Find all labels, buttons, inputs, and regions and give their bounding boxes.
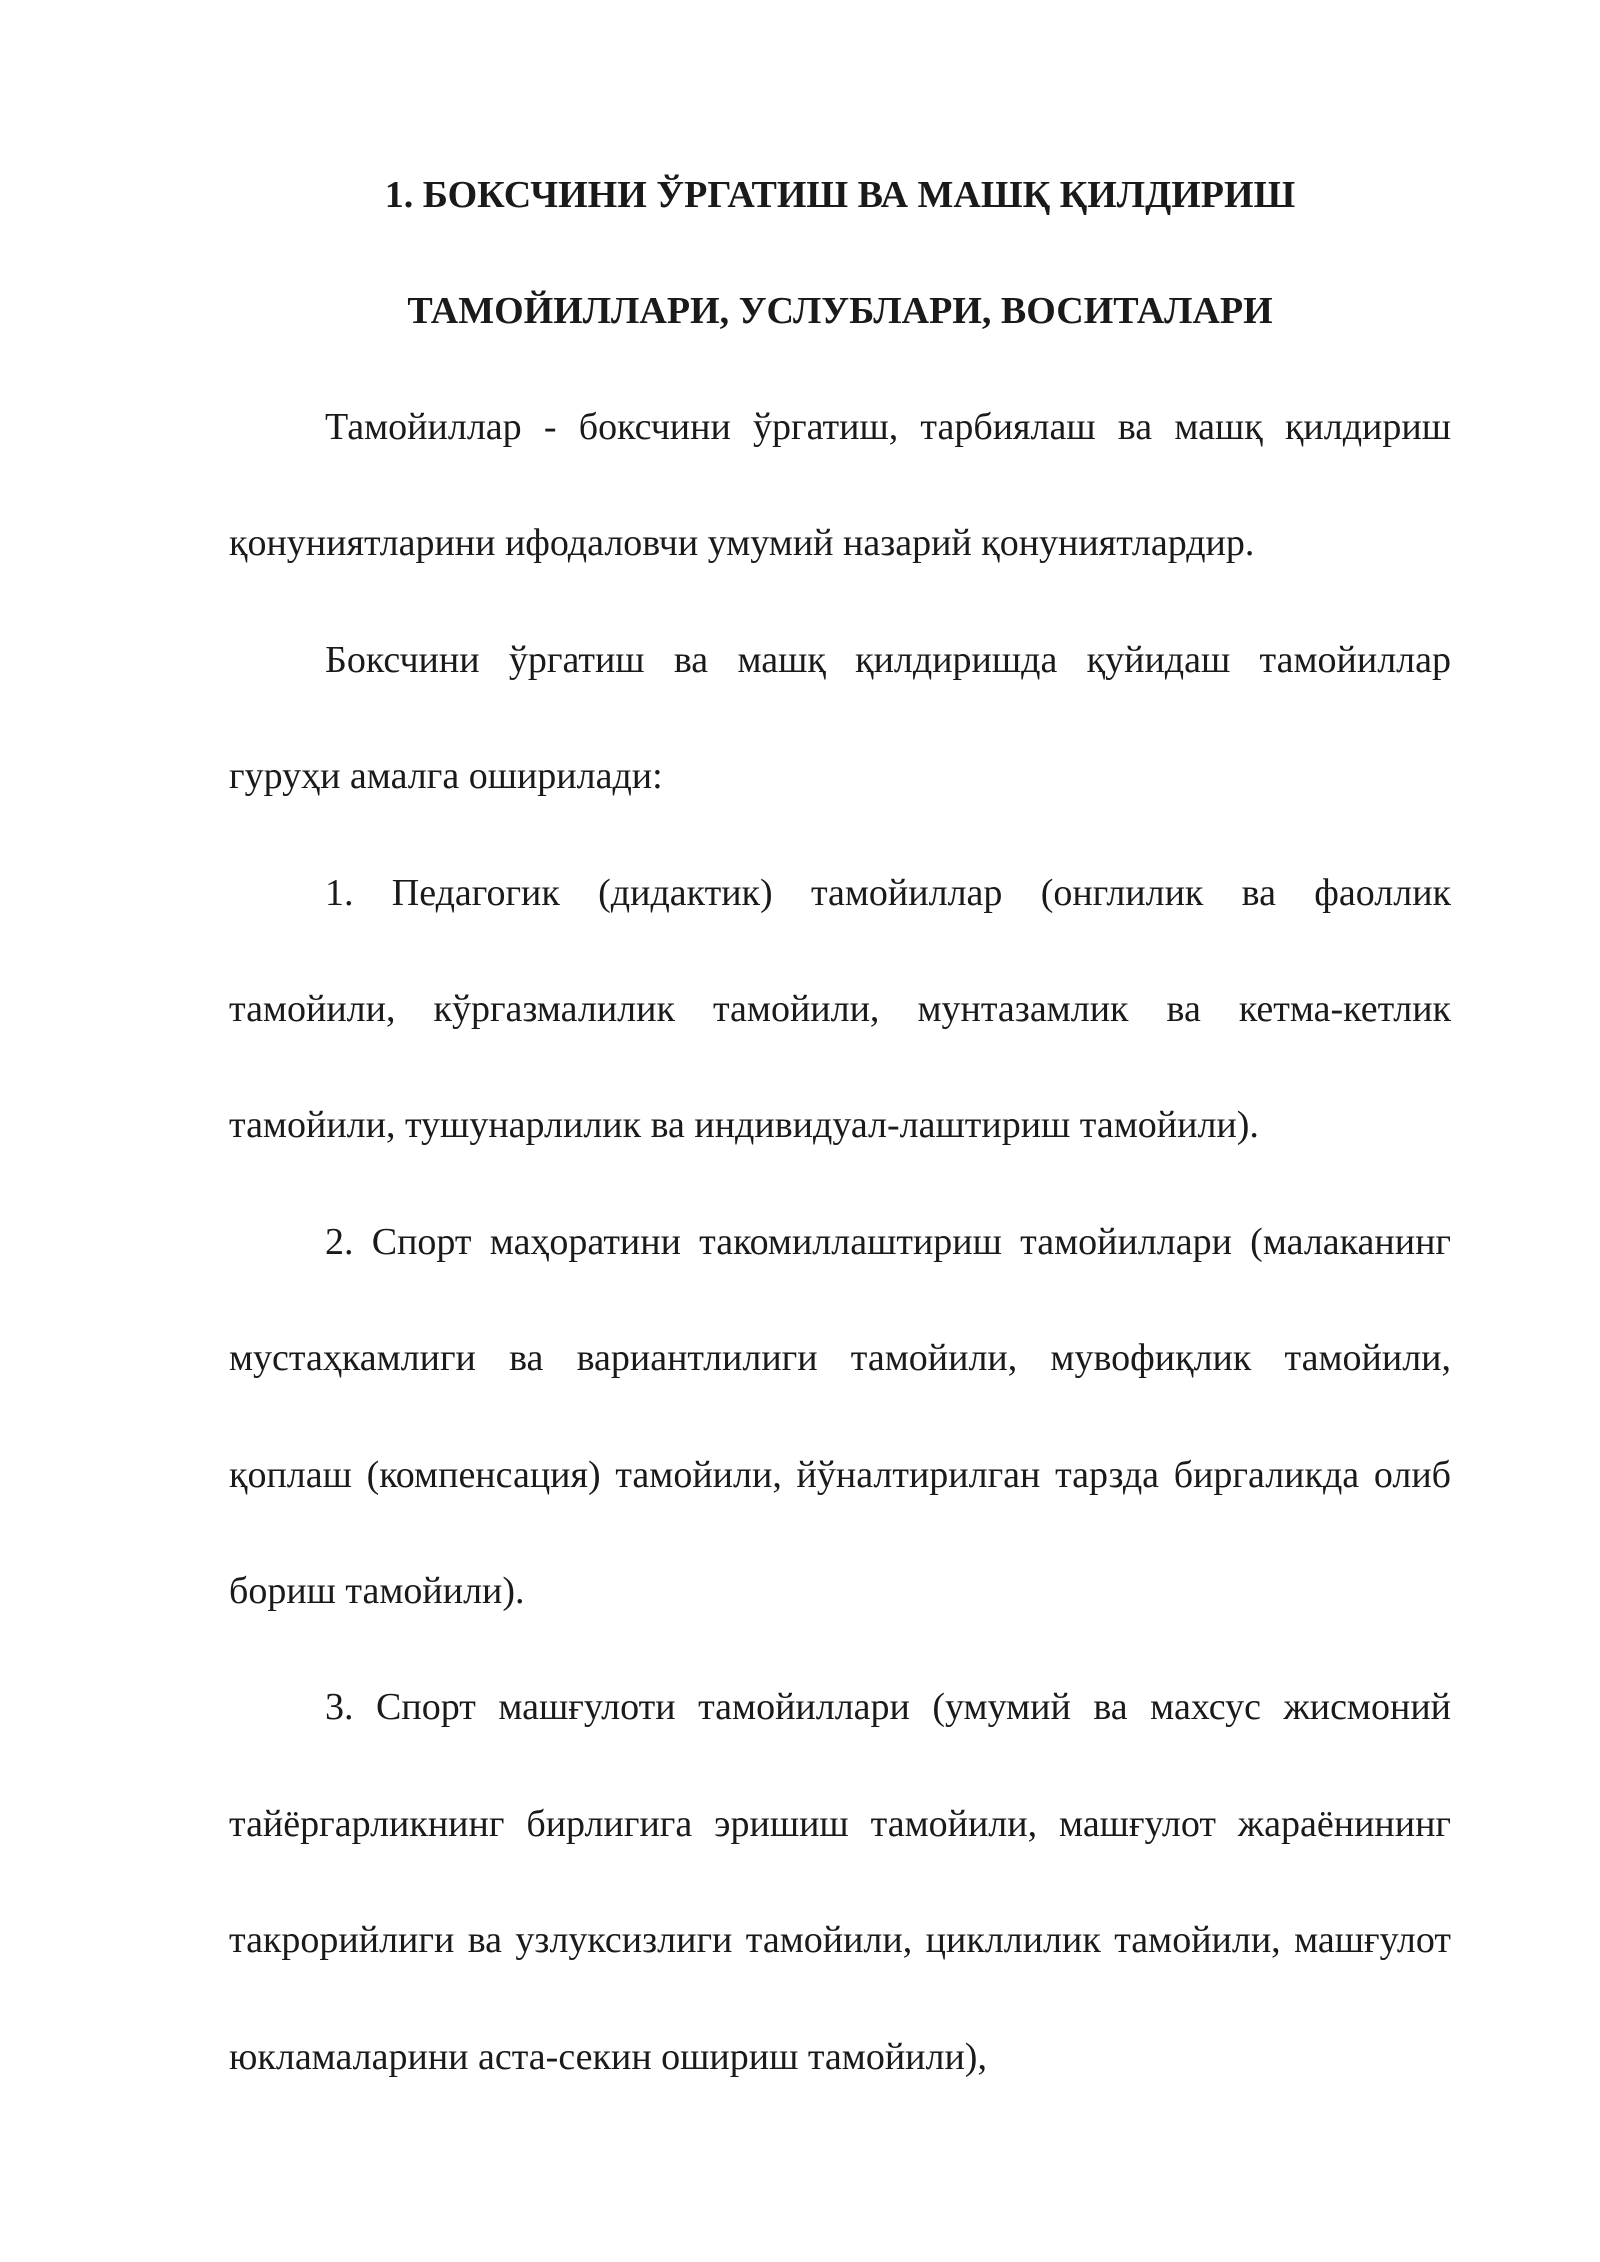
paragraph-definition: Тамойиллар - боксчини ўргатиш, тарбиялаш ва машқ қилдириш қонуниятларини ифодаловчи умумий назарий қонуниятлардир. (229, 406, 1451, 565)
paragraph-item-1: 1. Педагогик (дидактик) тамойиллар (онглилик ва фаоллик тамойили, кўргазмалилик тамойили, мунтазамлик ва кетма-кетлик тамойили, тушунарлилик ва индивидуал-лаштириш тамойили). (229, 871, 1451, 1147)
title-line-1: 1. БОКСЧИНИ ЎРГАТИШ ВА МАШҚ ҚИЛДИРИШ (384, 174, 1296, 216)
paragraph-item-2: 2. Спорт маҳоратини такомиллаштириш тамойиллари (малаканинг мустаҳкамлиги ва вариантлилиги тамойили, мувофиқлик тамойили, қоплаш (компенсация) тамойили, йўналтирилган тарзда биргаликда олиб бориш тамойили). (229, 1220, 1451, 1613)
title-line-2: ТАМОЙИЛЛАРИ, УСЛУБЛАРИ, ВОСИТАЛАРИ (407, 290, 1273, 332)
document-body (229, 137, 1451, 2115)
paragraph-intro: Боксчини ўргатиш ва машқ қилдиришда қуйидаш тамойиллар гуруҳи амалга оширилади: (229, 638, 1451, 798)
paragraph-item-3: 3. Спорт машғулоти тамойиллари (умумий ва махсус жисмоний тайёргарликнинг бирлигига эришиш тамойили, машғулот жараёнининг такрорийлиги ва узлуксизлиги тамойили, цикллилик тамойили, машғулот юкламаларини аста-секин ошириш тамойили), (229, 1686, 1451, 2078)
